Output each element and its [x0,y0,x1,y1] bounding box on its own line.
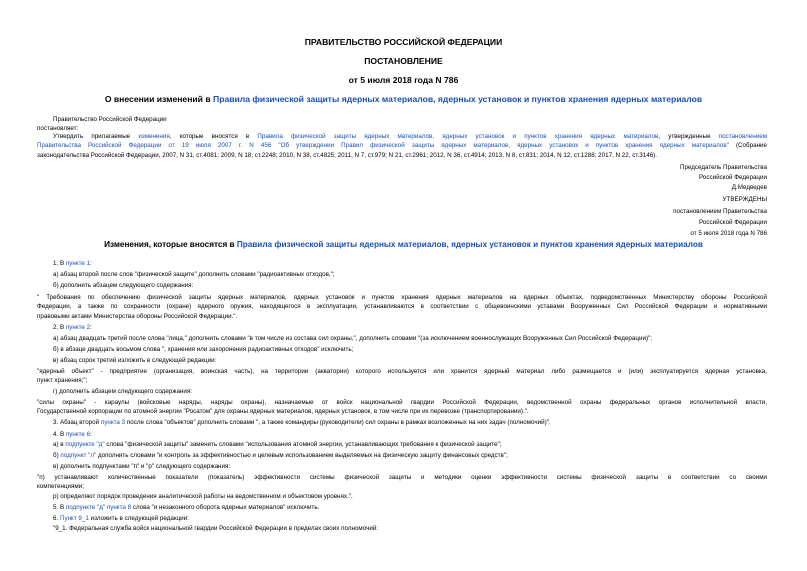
changes-title [0,240,807,249]
quote-4-line-2: компетенциями; [37,483,84,490]
item-3 [53,419,551,427]
item-4a-link[interactable]: подпункте "д" [65,441,105,448]
item-6-link[interactable]: Пункт 9_1 [59,515,89,522]
intro-line-2: постановляет: [37,125,79,132]
quote-1-line-3: правовыми актами Министерства обороны Российской Федерации.". [37,313,238,320]
item-1b: б) дополнить абзацем следующего содержания: [53,282,194,289]
intro-p1-mid: , которые вносятся в [169,133,258,140]
changes-link[interactable]: изменения [138,133,170,140]
changes-rules-link[interactable]: Правила физической защиты ядерных материалов, ядерных установок и пунктов хранения ядерных материалов [236,240,703,249]
item-2g: г) дополнить абзацем следующего содержания: [53,388,192,395]
item-2 [53,324,92,332]
resolution-link[interactable]: постановлением [718,133,767,140]
item-4-pre: 4. В [53,431,66,438]
item-1 [53,260,92,268]
intro-paragraph-line-3: законодательства Российской Федерации, 2007, N 31, ст.4081; 2009, N 18, ст.2248; 2010, N 38, ст.4825; 2011, N 7, ст.979; N 21, ст.2961; 2012, N 36, ст.4914; 2013, N 8, ст.831; 2014, N 12, ст.1288; 2017, N 22, ст.3146). [37,152,657,159]
approval-line-4: от 5 июля 2018 года N 786 [690,230,767,237]
quote-2-line-1: "ядерный объект" - предприятие (организация, воинская часть), на территории (акватории) которого используется или хранится ядерный материал либо размещается и (или) эксплуатируется ядерная установка, [37,368,767,375]
quote-3-line-2: Государственной корпорации по атомной энергии "Росатом" для охраны ядерных материалов, ядерных установок, в том числе при их перевозке (транспортировании).". [37,408,529,415]
item-1a: а) абзац второй после слов "физической защите" дополнить словами "радиоактивных отходов,"; [53,271,335,278]
item-5 [53,504,319,512]
signature-title-2: Российской Федерации [699,174,767,181]
document-date-number: от 5 июля 2018 года N 786 [348,75,459,85]
item-4b-pre: б) [53,452,61,459]
item-5-link[interactable]: подпункте "д" пункта 8 [65,504,132,511]
document-title-prefix: О внесении изменений в [104,94,214,104]
intro-line-1: Правительство Российской Федерации [53,116,167,123]
item-4-link[interactable]: пункте 6 [65,431,91,438]
item-4a-post: слова "физической защиты" заменить словами "использования атомной энергии, устанавливающих требования к физической защите"; [104,441,502,448]
signature-name: Д.Медведев [731,184,767,191]
quote-4-line-1: "п) устанавливают количественные показатели (показатель) эффективности системы физической защиты и методики оценки эффективности системы физической защиты в соответствии со своими [37,474,767,481]
approval-line-2: постановлением Правительства [673,208,767,215]
item-4b-link[interactable]: подпункт "л" [60,452,97,459]
quote-1-line-2: Федерации, а также по сохранности (охране) ядерного оружия, находящегося в эксплуатации, устанавливаются в соответствии с общевоинскими уставами Вооруженных Сил Российской Федерации и нормативными [37,303,767,310]
changes-title-prefix: Изменения, которые вносятся в [104,240,237,249]
item-1-pre: 1. В [53,260,66,267]
government-heading: ПРАВИТЕЛЬСТВО РОССИЙСКОЙ ФЕДЕРАЦИИ [304,37,503,47]
item-1-post: : [90,260,92,267]
item-5-pre: 5. В [53,504,66,511]
intro-p1-pre: Утвердить прилагаемые [53,133,139,140]
item-6 [53,515,189,523]
item-4 [53,431,92,439]
intro-paragraph-line-1 [37,133,767,142]
approval-line-3: Российской Федерации [699,219,767,226]
intro-paragraph-line-2 [37,142,767,151]
item-3-link[interactable]: пункта 3 [100,419,126,426]
quote-5: "9_1. Федеральная служба войск национальной гвардии Российской Федерации в пределах своих полномочий: [53,525,379,532]
item-4a [53,441,502,449]
item-1-link[interactable]: пункте 1 [65,260,91,267]
item-4v: в) дополнить подпунктами "п" и "р" следующего содержания: [53,463,231,470]
item-2-pre: 2. В [53,324,66,331]
rules-link-inline[interactable]: Правила физической защиты ядерных материалов, ядерных установок и пунктов хранения ядерных материалов [257,133,659,140]
approval-line-1: УТВЕРЖДЕНЫ [722,196,767,203]
quote-4-line-3: р) определяют порядок проведения аналитической работы на ведомственном и объектовом уровнях.". [53,493,353,500]
intro-p1-post: , утвержденные [658,133,719,140]
item-6-post: изложить в следующей редакции: [88,515,189,522]
item-6-pre: 6. [53,515,60,522]
signature-title-1: Председатель Правительства [679,164,767,171]
item-4b [53,452,508,460]
document-type: ПОСТАНОВЛЕНИЕ [364,56,443,66]
item-2a: а) абзац двадцать третий после слова "лица," дополнить словами "в том числе из состава сил охраны,", дополнить словами "(за исключением военнослужащих Вооруженных Сил Российской Федерации)"; [53,335,652,342]
item-4a-pre: а) в [53,441,66,448]
quote-3-line-1: "силы охраны" - караулы (войсковые наряды, наряды охраны), назначаемые от войск национальной гвардии Российской Федерации, ведомственной охраны федеральных органов исполнительной власти, [37,399,767,406]
item-3-post: после слова "объектов" дополнить словами ", а также командиры (руководители) сил охраны в рамках возложенных на них задач (полномочий)". [125,419,551,426]
item-2-post: : [90,324,92,331]
item-2-link[interactable]: пункте 2 [65,324,91,331]
intro-p2-post: (Собрание [728,142,767,149]
item-3-pre: 3. Абзац второй [53,419,101,426]
item-4-post: : [90,431,92,438]
resolution-456-link[interactable]: Правительства Российской Федерации от 19 июля 2007 г. N 456 "Об утверждении Правил физической защиты ядерных материалов, ядерных установок и пунктов хранения ядерных материалов" [37,142,729,149]
document-title [0,94,807,104]
quote-2-line-2: пункт хранения;"; [37,377,88,384]
quote-1-line-1: " Требования по обеспечению физической защиты ядерных материалов, ядерных установок и пунктов хранения ядерных материалов на ядерных объектах, подведомственных Министерству обороны Российской [37,294,767,301]
rules-link[interactable]: Правила физической защиты ядерных материалов, ядерных установок и пунктов хранения ядерных материалов [213,94,703,104]
item-5-post: слова "и незаконного оборота ядерных материалов" исключить. [131,504,320,511]
item-2v: в) абзац сорок третий изложить в следующей редакции: [53,357,217,364]
item-4b-post: дополнить словами "и контроль за эффективностью и целевым использованием выделяемых на физическую защиту финансовых средств"; [96,452,508,459]
item-2b: б) в абзаце двадцать восьмом слова ", хранения или захоронения радиоактивных отходов" исключить; [53,346,354,353]
